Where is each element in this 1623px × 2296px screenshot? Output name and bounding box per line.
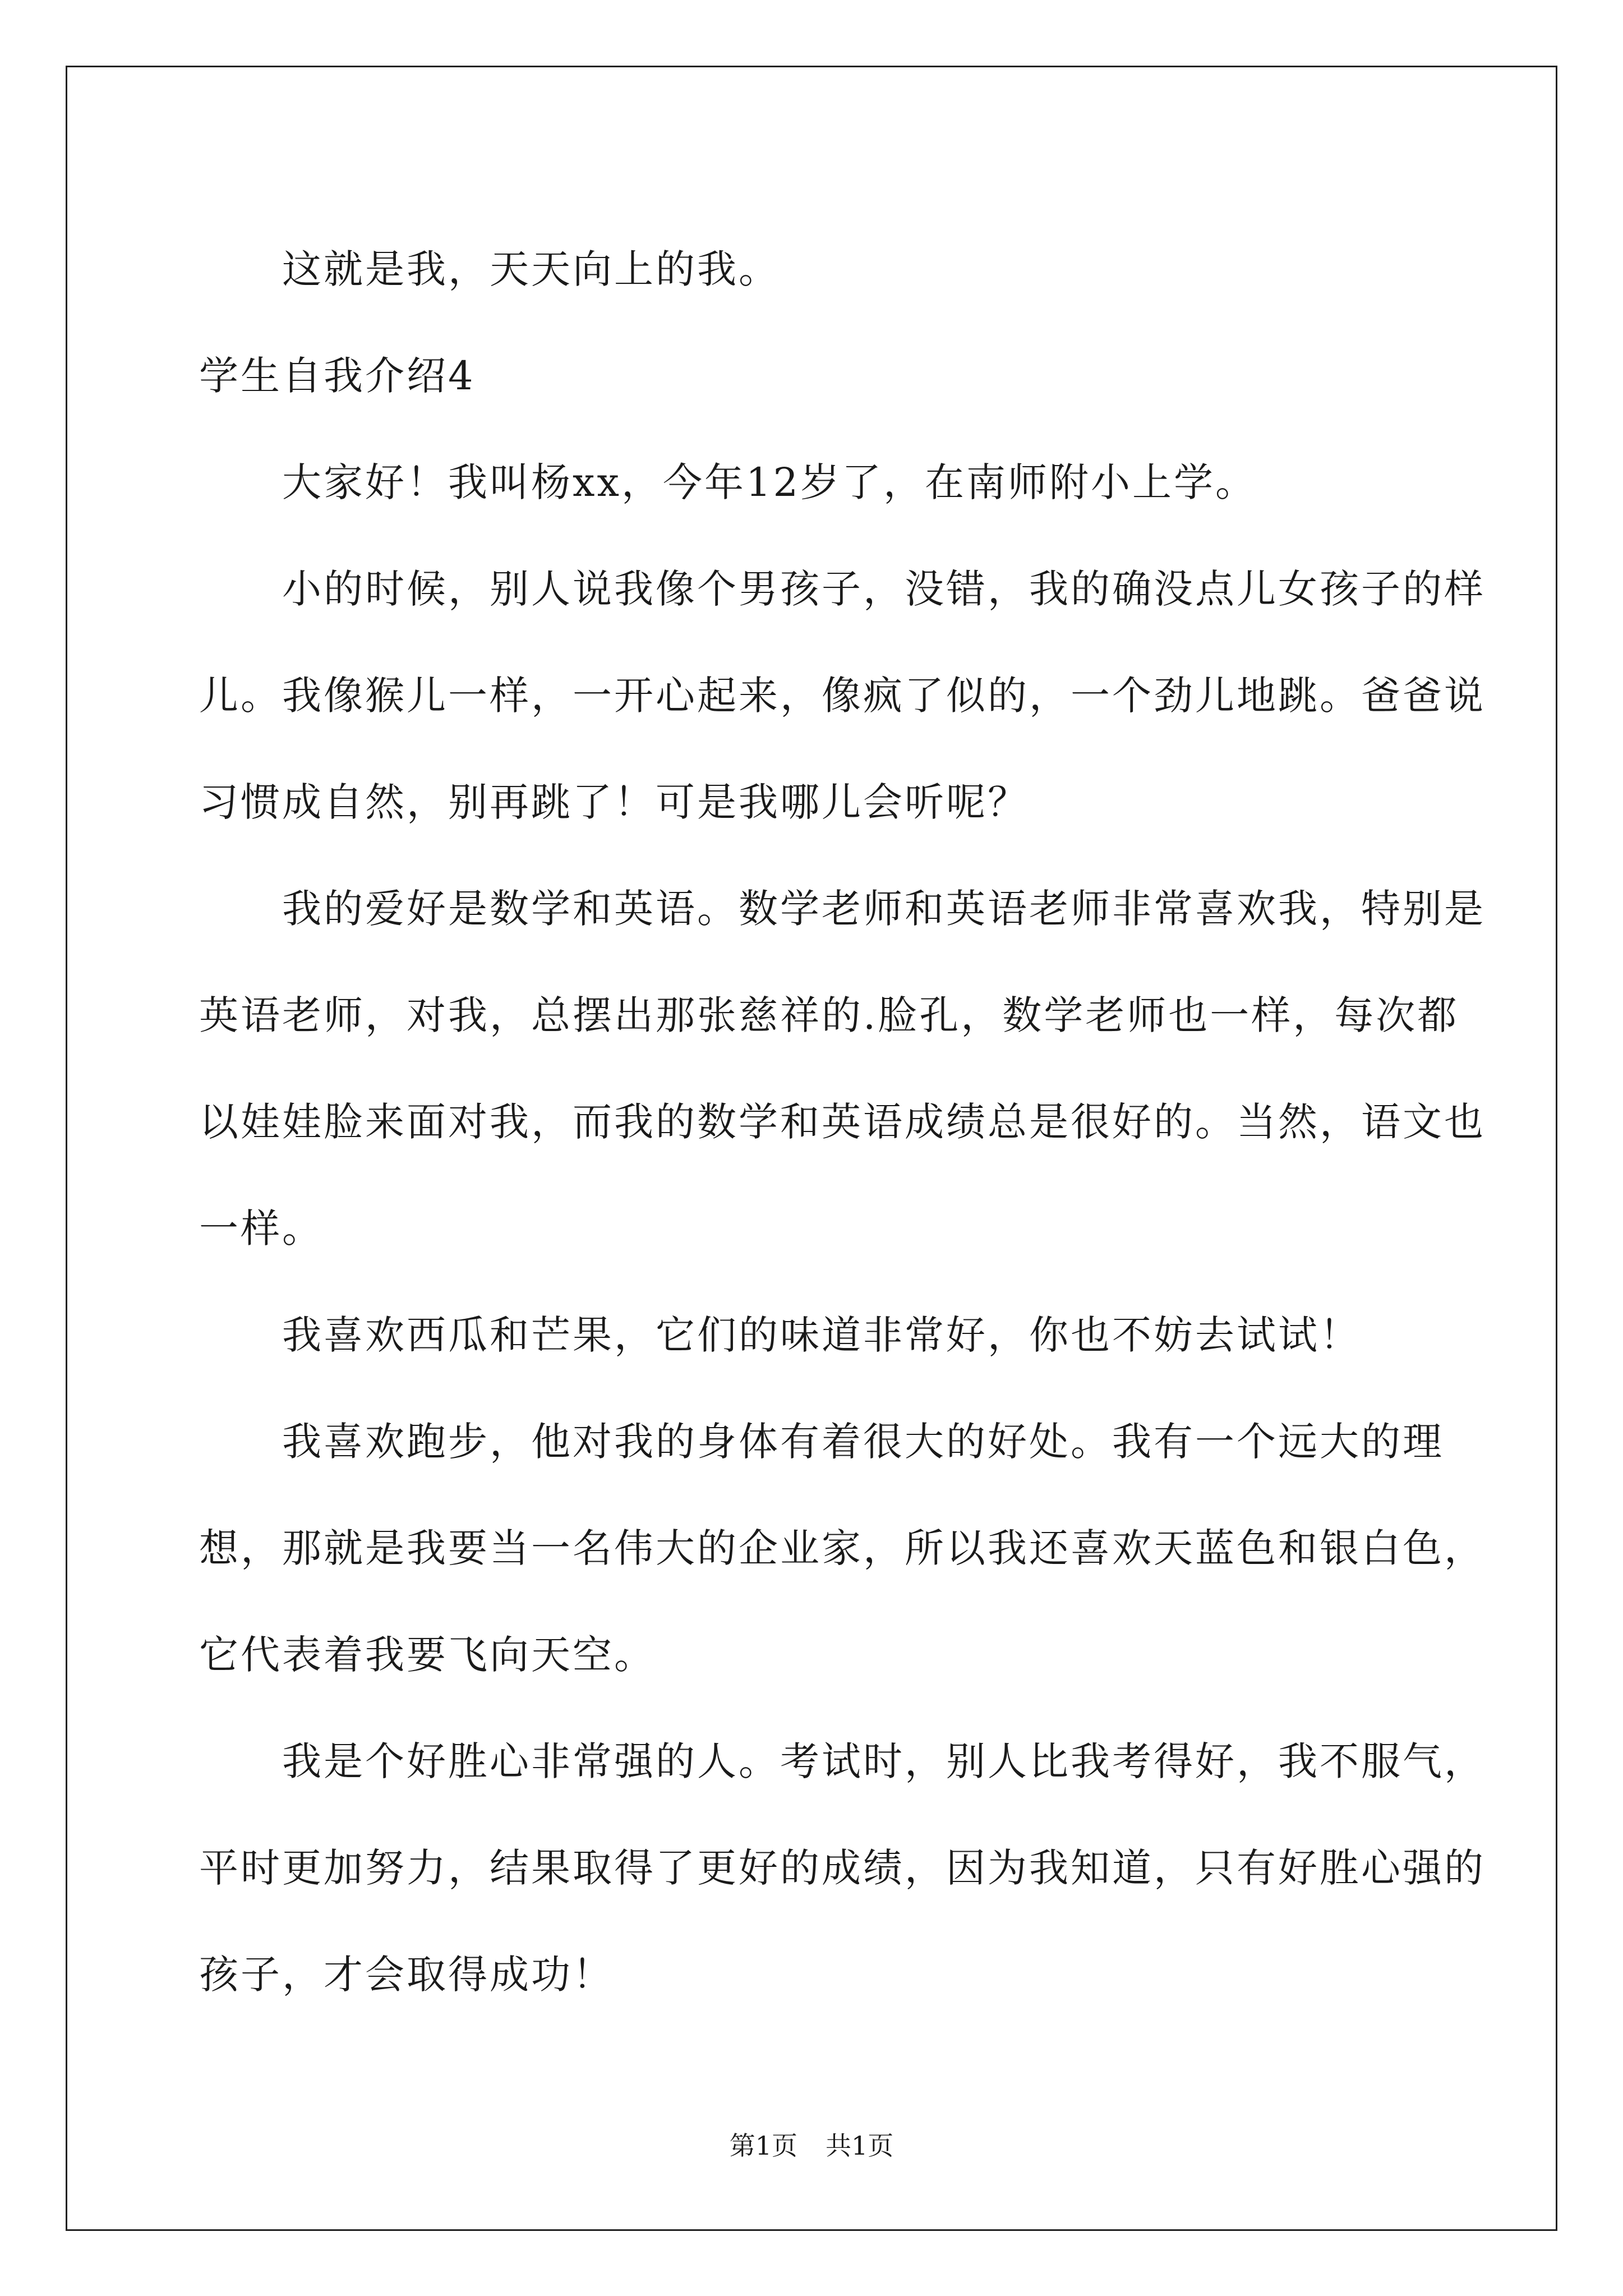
page-footer <box>0 2129 1623 2162</box>
section-heading: 学生自我介绍4 <box>199 353 476 399</box>
document-body <box>199 216 1495 2028</box>
page-number: 第1页 <box>729 2131 797 2161</box>
paragraph: 我喜欢跑步，他对我的身体有着很大的好处。我有一个远大的理想，那就是我要当一名伟大的企业家，所以我还喜欢天蓝色和银白色，它代表着我要飞向天空。 <box>199 1419 1486 1678</box>
paragraph: 我是个好胜心非常强的人。考试时，别人比我考得好，我不服气，平时更加努力，结果取得了更好的成绩，因为我知道，只有好胜心强的孩子，才会取得成功！ <box>199 1738 1486 1998</box>
paragraph: 我喜欢西瓜和芒果，它们的味道非常好，你也不妨去试试！ <box>282 1312 1361 1358</box>
paragraph: 大家好！我叫杨xx，今年12岁了，在南师附小上学。 <box>282 459 1257 505</box>
paragraph: 这就是我，天天向上的我。 <box>282 246 780 292</box>
page-total: 共1页 <box>826 2131 894 2161</box>
paragraph: 小的时候，别人说我像个男孩子，没错，我的确没点儿女孩子的样儿。我像猴儿一样，一开心起来，像疯了似的，一个劲儿地跳。爸爸说习惯成自然，别再跳了！可是我哪儿会听呢？ <box>199 566 1486 825</box>
paragraph: 我的爱好是数学和英语。数学老师和英语老师非常喜欢我，特别是英语老师，对我，总摆出那张慈祥的.脸孔，数学老师也一样，每次都以娃娃脸来面对我，而我的数学和英语成绩总是很好的。当然，语文也一样。 <box>199 886 1486 1251</box>
